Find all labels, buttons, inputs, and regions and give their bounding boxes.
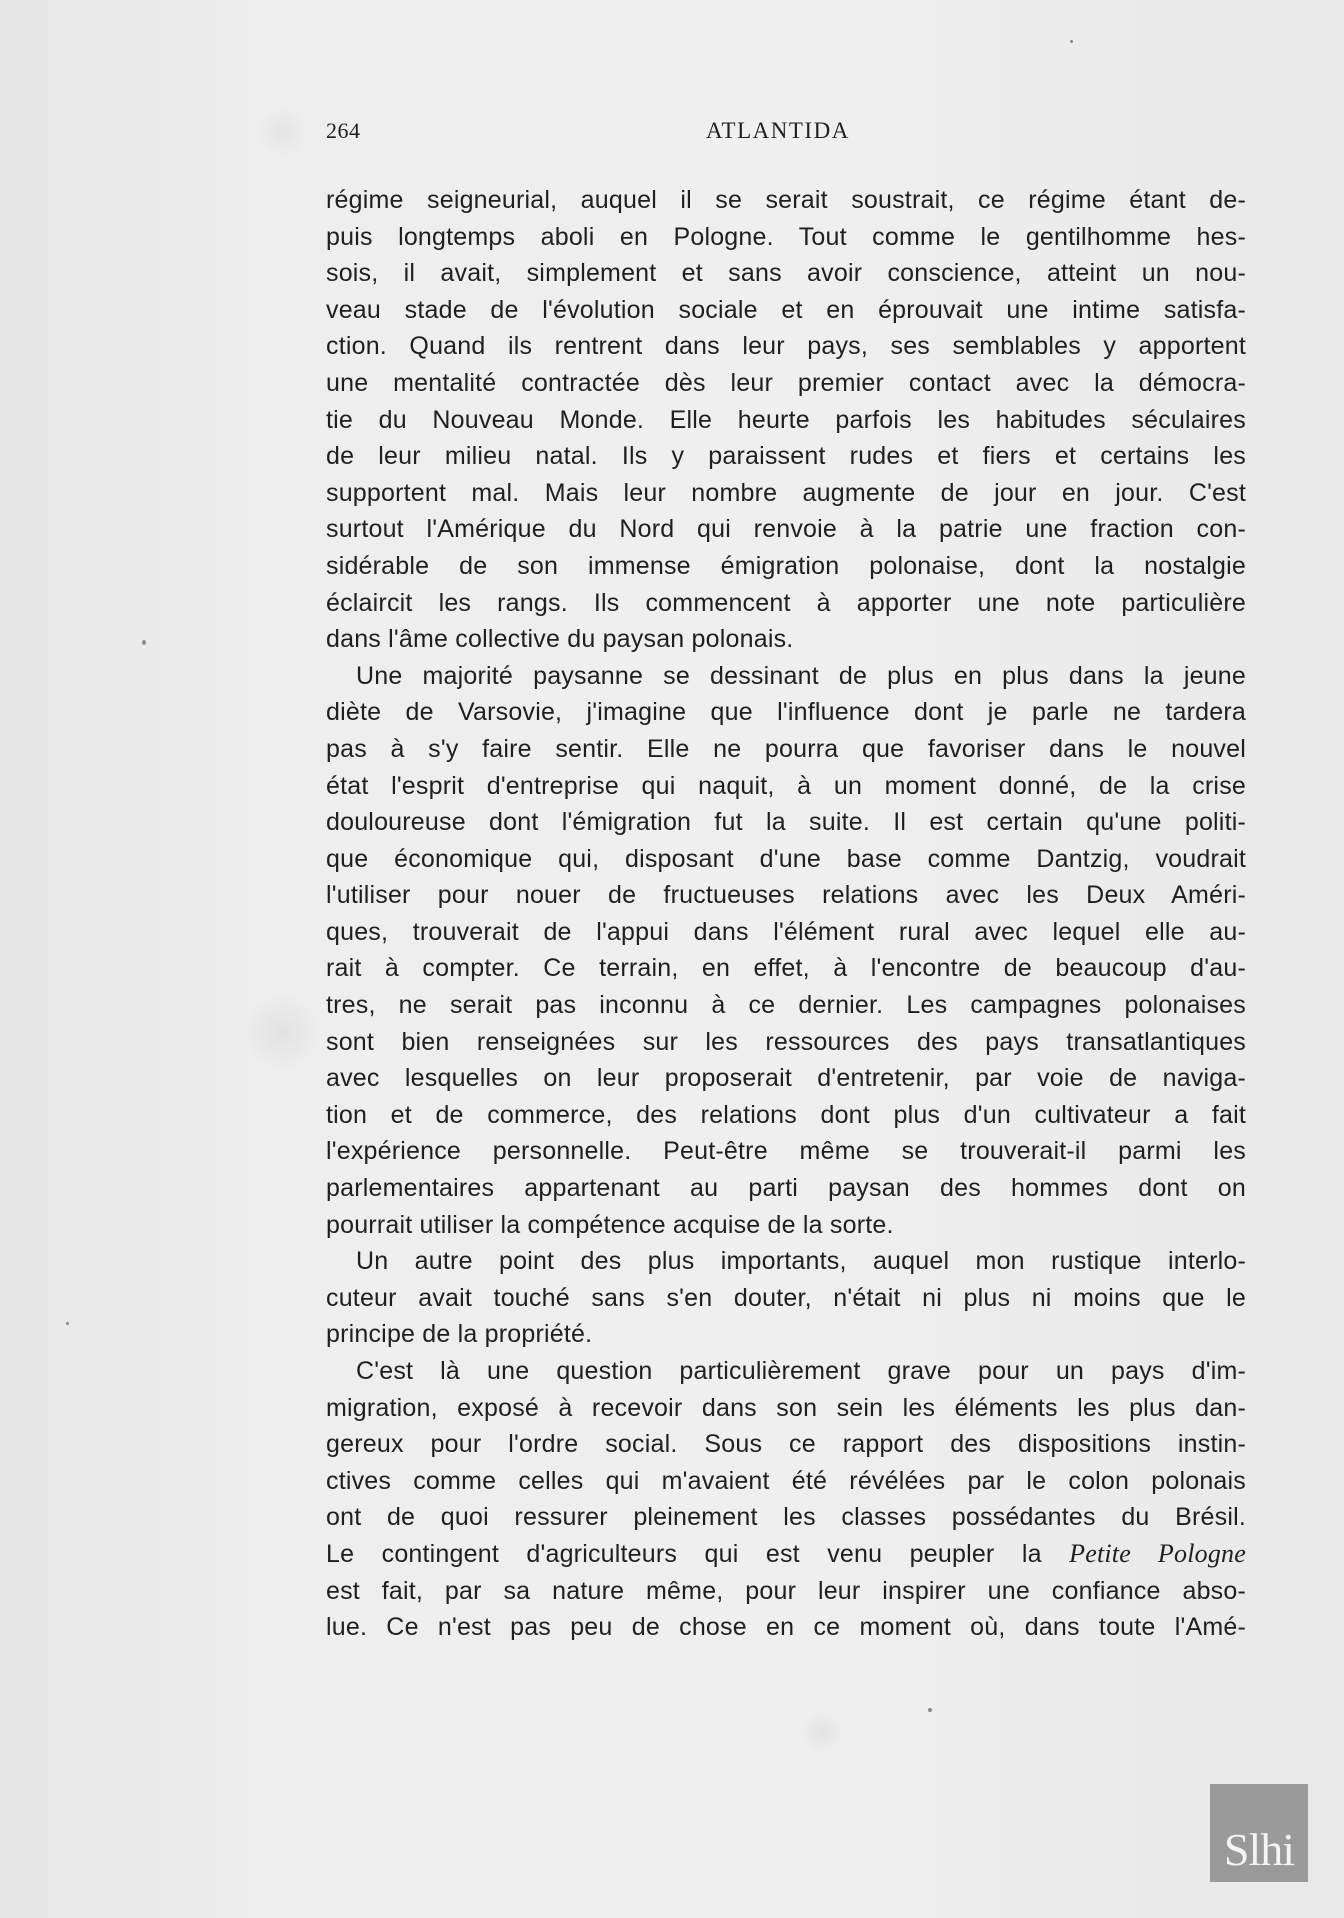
ink-speck (142, 640, 146, 645)
paragraph-end-line: dans l'âme collective du paysan polonais. (326, 625, 794, 654)
paragraph-end-line: pourrait utiliser la compétence acquise de la sorte. (326, 1210, 894, 1239)
text-line: veau stade de l'évolution sociale et en éprouvait une intime satisfa- (326, 295, 1246, 324)
text-line: diète de Varsovie, j'imagine que l'influence dont je parle ne tardera (326, 698, 1246, 727)
page-header (326, 118, 1246, 152)
text-line: tie du Nouveau Monde. Elle heurte parfois les habitudes séculaires (326, 405, 1246, 434)
text-line: l'expérience personnelle. Peut-être même se trouverait-il parmi les (326, 1137, 1246, 1166)
paragraph-end-line: principe de la propriété. (326, 1320, 593, 1349)
text-line: puis longtemps aboli en Pologne. Tout comme le gentilhomme hes- (326, 222, 1246, 251)
text-line: lue. Ce n'est pas peu de chose en ce moment où, dans toute l'Amé- (326, 1613, 1246, 1642)
ink-speck (1070, 40, 1073, 43)
text-line: ction. Quand ils rentrent dans leur pays, ses semblables y apportent (326, 332, 1246, 361)
stamp-text: Slhi (1223, 1824, 1295, 1875)
text-line: état l'esprit d'entreprise qui naquit, à un moment donné, de la crise (326, 771, 1246, 800)
running-head: ATLANTIDA (706, 118, 850, 143)
library-stamp-logo (1210, 1784, 1308, 1882)
text-line: de leur milieu natal. Ils y paraissent rudes et fiers et certains les (326, 442, 1246, 471)
paragraph-start-line: Un autre point des plus importants, auquel mon rustique interlo- (356, 1247, 1246, 1276)
text-line: ques, trouverait de l'appui dans l'élément rural avec lequel elle au- (326, 917, 1246, 946)
text-line: migration, exposé à recevoir dans son sein les éléments les plus dan- (326, 1393, 1246, 1422)
text-line: parlementaires appartenant au parti paysan des hommes dont on (326, 1174, 1246, 1203)
text-line: rait à compter. Ce terrain, en effet, à l'encontre de beaucoup d'au- (326, 954, 1246, 983)
ink-speck (66, 1322, 69, 1325)
body-text (326, 182, 1246, 1646)
text-line: supportent mal. Mais leur nombre augmente de jour en jour. C'est (326, 478, 1246, 507)
ink-speck (928, 1708, 932, 1712)
text-line: sois, il avait, simplement et sans avoir conscience, atteint un nou- (326, 259, 1246, 288)
text-line: ont de quoi ressurer pleinement les classes possédantes du Brésil. (326, 1503, 1246, 1532)
text-line: que économique qui, disposant d'une base comme Dantzig, voudrait (326, 844, 1246, 873)
text-line: une mentalité contractée dès leur premier contact avec la démocra- (326, 368, 1246, 397)
text-line: cuteur avait touché sans s'en douter, n'était ni plus ni moins que le (326, 1283, 1246, 1312)
text-line: douloureuse dont l'émigration fut la suite. Il est certain qu'une politi- (326, 808, 1246, 837)
text-line: Le contingent d'agriculteurs qui est venu peupler la Petite Pologne (326, 1538, 1246, 1568)
text-line: est fait, par sa nature même, pour leur inspirer une confiance abso- (326, 1576, 1246, 1605)
text-line: ctives comme celles qui m'avaient été révélées par le colon polonais (326, 1466, 1246, 1495)
text-line: sont bien renseignées sur les ressources des pays transatlantiques (326, 1027, 1246, 1056)
text-line: pas à s'y faire sentir. Elle ne pourra que favoriser dans le nouvel (326, 734, 1246, 763)
text-line: sidérable de son immense émigration polonaise, dont la nostalgie (326, 551, 1246, 580)
text-line: tres, ne serait pas inconnu à ce dernier. Les campagnes polonaises (326, 991, 1246, 1020)
text-line: surtout l'Amérique du Nord qui renvoie à la patrie une fraction con- (326, 515, 1246, 544)
paragraph-start-line: Une majorité paysanne se dessinant de plus en plus dans la jeune (356, 661, 1246, 690)
italic-title: Petite Pologne (1069, 1538, 1246, 1568)
text-line: tion et de commerce, des relations dont plus d'un cultivateur a fait (326, 1100, 1246, 1129)
text-line: l'utiliser pour nouer de fructueuses relations avec les Deux Améri- (326, 881, 1246, 910)
paragraph-start-line: C'est là une question particulièrement grave pour un pays d'im- (356, 1357, 1246, 1385)
text-line: gereux pour l'ordre social. Sous ce rapport des dispositions instin- (326, 1430, 1246, 1459)
text-line: éclaircit les rangs. Ils commencent à apporter une note particulière (326, 588, 1246, 617)
text-line: avec lesquelles on leur proposerait d'entretenir, par voie de naviga- (326, 1064, 1246, 1093)
text-line: régime seigneurial, auquel il se serait soustrait, ce régime étant de- (326, 186, 1246, 214)
page-number: 264 (326, 118, 361, 143)
